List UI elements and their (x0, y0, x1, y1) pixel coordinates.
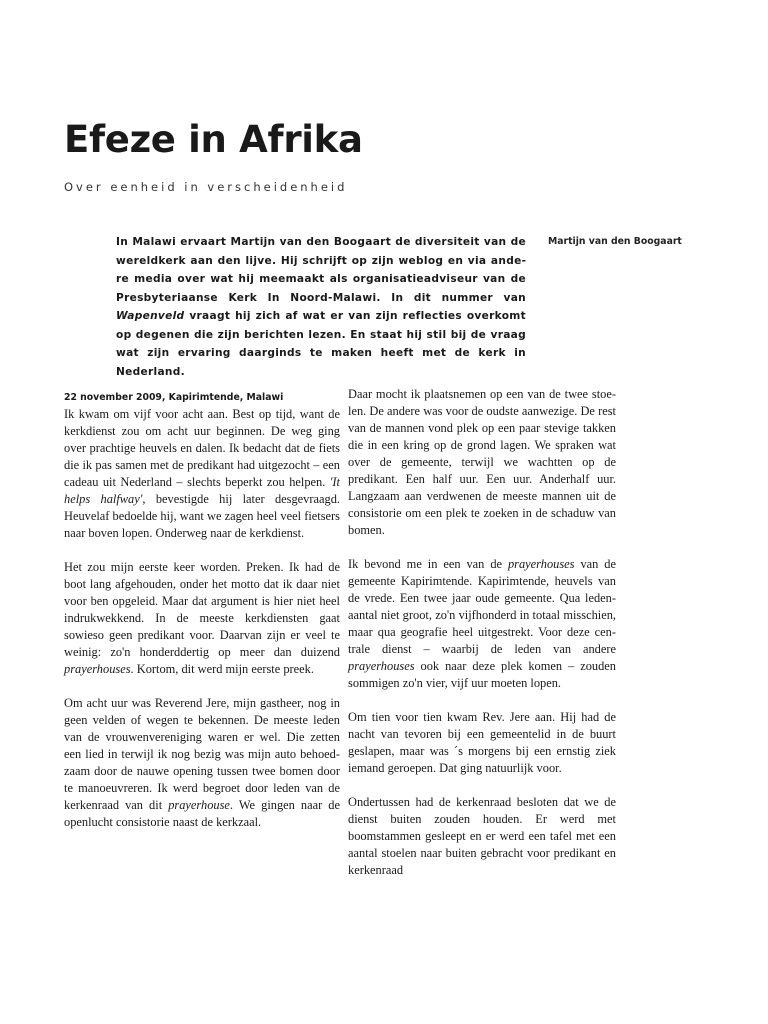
paragraph-text: Het zou mijn eerste keer worden. Preken. Ik had de boot lang afgehouden, onder het motto dat ik daar niet voor ben opgeleid. Maar dat argument is hier niet heel indrukwekkend. In de meeste kerkdiensten gaat sowieso geen predikant voor. Daarvan zijn er veel te weinig: zo'n honderddertig op meer dan duizend (64, 560, 340, 659)
paragraph-text: , bevestigde hij later desgevraagd. Heuvelaf bedoelde hij, want we zagen heel veel fietsers naar boven lopen. Onderweg naar de kerkdienst. (64, 492, 340, 540)
paragraph-text: van de gemeente Kapirimtende. Kapirimtende, heuvels van de vrede. Een twee jaar oude gemeente. Qua ledenaantal niet groot, zo'n vijfhonderd in totaal misschien, maar qua geografie heel uitgestrekt. Voor deze centrale dienst – waarbij de leden van andere (348, 557, 616, 656)
paragraph-text: . Kortom, dit werd mijn eerste preek. (130, 662, 314, 676)
italic-quote: 'It helps halfway' (64, 475, 340, 506)
intro-italic: Wapenveld (116, 310, 185, 322)
paragraph: Om tien voor tien kwam Rev. Jere aan. Hij had de nacht van tevoren bij een gemeentelid in de buurt geslapen, maar was ´s morgens bij een ernstig ziek iemand geroepen. Dat ging natuurlijk voor. (348, 710, 616, 775)
intro-text: In Malawi ervaart Martijn van den Boogaart de diversiteit van de wereldkerk aan den lijve. Hij schrijft op zijn weblog en via andere media over wat hij meemaakt als organisatieadviseur van de Presbyteriaanse Kerk In Noord-Malawi. In dit nummer van (116, 236, 526, 304)
italic-term: prayerhouse (168, 798, 230, 812)
article-subtitle: Over eenheid in verscheidenheid (64, 180, 348, 194)
paragraph (64, 695, 340, 831)
intro-text-end: vraagt hij zich af wat er van zijn reflecties overkomt op degenen die zijn berichten lezen. En staat hij stil bij de vraag wat zijn ervaring daarginds te maken heeft met de kerk in Nederland. (116, 310, 526, 378)
dateline: 22 november 2009, Kapirimtende, Malawi (64, 392, 284, 403)
column-right (348, 386, 616, 879)
paragraph (348, 556, 616, 692)
paragraph-text: Ik kwam om vijf voor acht aan. Best op tijd, want de kerkdienst zou om acht uur beginnen. De weg ging over prachtige heuvels en dalen. Ik bedacht dat de fiets die ik pas samen met de predikant had uitgezocht – een cadeau uit Nederland – slechts beperkt zou helpen. (64, 407, 340, 489)
paragraph-text: Ik bevond me in een van de (348, 557, 508, 571)
paragraph (64, 406, 340, 542)
article-title: Efeze in Afrika (64, 118, 363, 161)
column-left (64, 389, 340, 831)
paragraph: Daar mocht ik plaatsnemen op een van de twee stoelen. De andere was voor de oudste aanwezige. De rest van de mannen vond plek op een paar stevige takken die in een kring op de grond lagen. We spraken wat over de gemeente, terwijl we wachtten op de predikant. Een half uur. Een uur. Anderhalf uur. Langzaam aan verdwenen de meeste mannen uit de consistorie om een plek te zoeken in de schaduw van bomen. (348, 387, 616, 537)
paragraph-text: ook naar deze plek komen – zouden sommigen zo'n vier, vijf uur moeten lopen. (348, 659, 616, 690)
paragraph-text: Om acht uur was Reverend Jere, mijn gastheer, nog in geen velden of wegen te bekennen. De meeste leden van de vrouwenvereniging waren er wel. Die zetten een lied in terwijl ik nog bezig was mijn auto behoedzaam door de nauwe opening tussen twee bomen door te manoeuvreren. Ik werd begroet door leden van de kerkenraad van dit (64, 696, 340, 812)
author-name: Martijn van den Boogaart (548, 236, 682, 247)
paragraph (64, 559, 340, 678)
paragraph-text: . We gingen naar de openlucht consistorie naast de kerkzaal. (64, 798, 340, 829)
italic-term: prayerhouses (507, 557, 575, 571)
italic-term: prayerhouses (64, 662, 131, 676)
article-intro (116, 233, 526, 381)
paragraph: Ondertussen had de kerkenraad besloten dat we de dienst buiten zouden houden. Er werd met boomstammen gesleept en er werd een tafel met een aantal stoelen naar buiten gebracht voor predikant en kerkenraad (348, 795, 616, 877)
italic-term: prayerhouses (348, 659, 415, 673)
